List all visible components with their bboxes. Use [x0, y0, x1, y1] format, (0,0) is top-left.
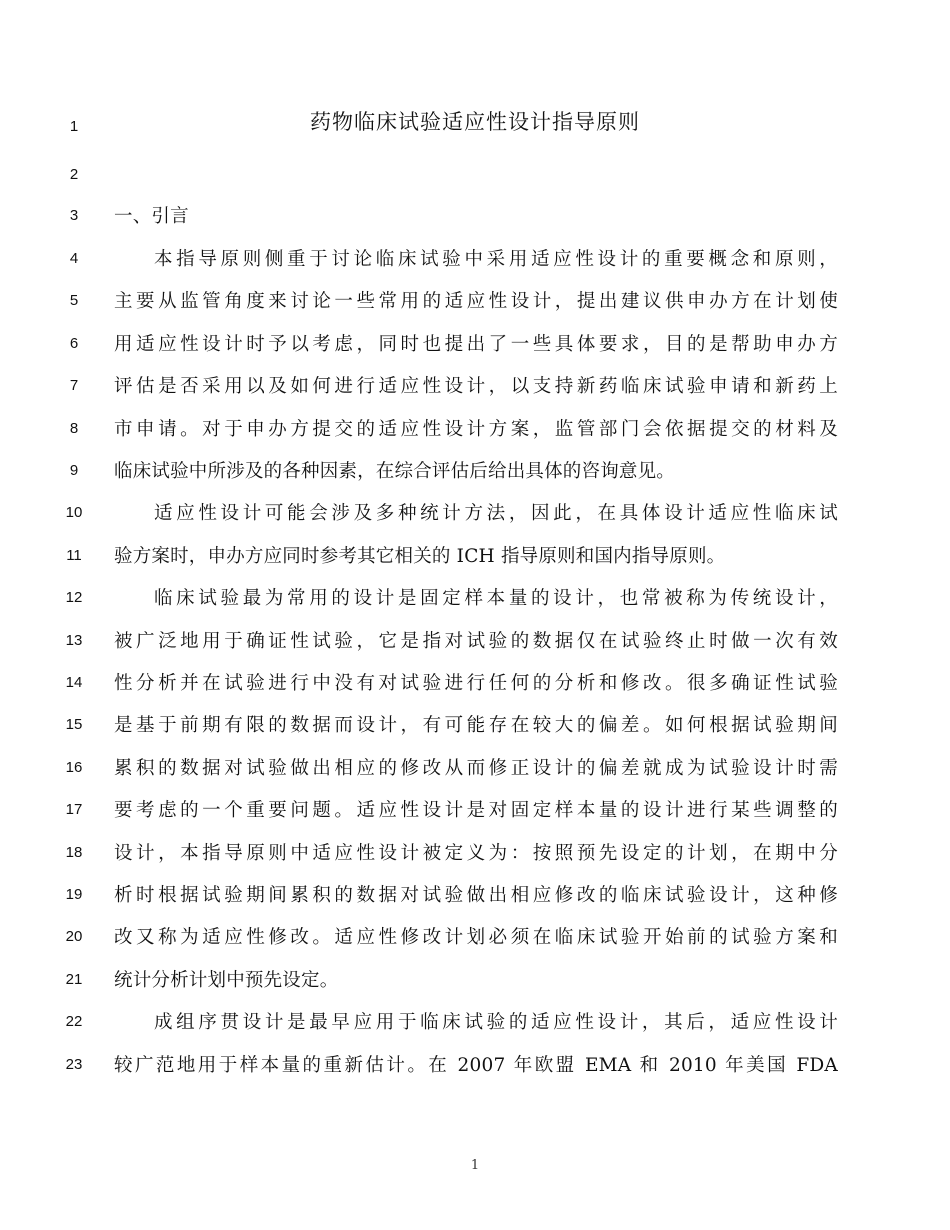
line-number: 19 — [65, 886, 83, 903]
text-line: 要考虑的一个重要问题。适应性设计是对固定样本量的设计进行某些调整的 — [114, 800, 838, 821]
line-number: 14 — [65, 674, 83, 691]
text-line: 析时根据试验期间累积的数据对试验做出相应修改的临床试验设计，这种修 — [114, 885, 838, 906]
line-number: 23 — [65, 1056, 83, 1073]
text-line: 被广泛地用于确证性试验，它是指对试验的数据仅在试验终止时做一次有效 — [114, 631, 838, 652]
text-line: 市申请。对于申办方提交的适应性设计方案，监管部门会依据提交的材料及 — [114, 419, 838, 440]
text-line: 设计，本指导原则中适应性设计被定义为：按照预先设定的计划，在期中分 — [114, 843, 838, 864]
line-number: 1 — [69, 118, 79, 135]
line-number: 11 — [66, 547, 82, 564]
line-number: 7 — [69, 377, 79, 394]
text-line: 适应性设计可能会涉及多种统计方法，因此，在具体设计适应性临床试 — [154, 503, 838, 524]
text-line: 性分析并在试验进行中没有对试验进行任何的分析和修改。很多确证性试验 — [114, 673, 838, 694]
line-number: 18 — [65, 844, 83, 861]
line-number: 10 — [65, 504, 83, 521]
line-number: 5 — [69, 292, 79, 309]
text-line: 是基于前期有限的数据而设计，有可能存在较大的偏差。如何根据试验期间 — [114, 715, 838, 736]
text-line: 评估是否采用以及如何进行适应性设计，以支持新药临床试验申请和新药上 — [114, 376, 838, 397]
line-number: 2 — [69, 166, 79, 183]
section-heading: 一、引言 — [114, 206, 189, 227]
text-line: 较广范地用于样本量的重新估计。在 2007 年欧盟 EMA 和 2010 年美国 FDA — [114, 1055, 838, 1076]
text-line: 验方案时，申办方应同时参考其它相关的 ICH 指导原则和国内指导原则。 — [114, 546, 726, 567]
text-line: 本指导原则侧重于讨论临床试验中采用适应性设计的重要概念和原则， — [154, 249, 838, 270]
text-line: 累积的数据对试验做出相应的修改从而修正设计的偏差就成为试验设计时需 — [114, 758, 838, 779]
text-line: 统计分析计划中预先设定。 — [114, 970, 339, 991]
line-number: 16 — [65, 759, 83, 776]
line-number: 13 — [65, 632, 83, 649]
line-number: 12 — [65, 589, 83, 606]
line-number: 17 — [65, 801, 83, 818]
text-line: 改又称为适应性修改。适应性修改计划必须在临床试验开始前的试验方案和 — [114, 927, 838, 948]
text-line: 临床试验中所涉及的各种因素，在综合评估后给出具体的咨询意见。 — [114, 461, 676, 482]
line-number: 20 — [65, 928, 83, 945]
text-line: 主要从监管角度来讨论一些常用的适应性设计，提出建议供申办方在计划使 — [114, 291, 838, 312]
line-number: 3 — [69, 207, 79, 224]
text-line: 成组序贯设计是最早应用于临床试验的适应性设计，其后，适应性设计 — [154, 1012, 838, 1033]
text-line: 临床试验最为常用的设计是固定样本量的设计，也常被称为传统设计， — [154, 588, 838, 609]
page-number: 1 — [470, 1158, 480, 1173]
line-number: 8 — [69, 420, 79, 437]
line-number: 9 — [69, 462, 79, 479]
document-title: 药物临床试验适应性设计指导原则 — [310, 110, 640, 134]
text-line: 用适应性设计时予以考虑，同时也提出了一些具体要求，目的是帮助申办方 — [114, 334, 838, 355]
line-number: 4 — [69, 250, 79, 267]
line-number: 6 — [69, 335, 79, 352]
line-number: 21 — [65, 971, 83, 988]
line-number: 22 — [65, 1013, 83, 1030]
line-number: 15 — [65, 716, 83, 733]
